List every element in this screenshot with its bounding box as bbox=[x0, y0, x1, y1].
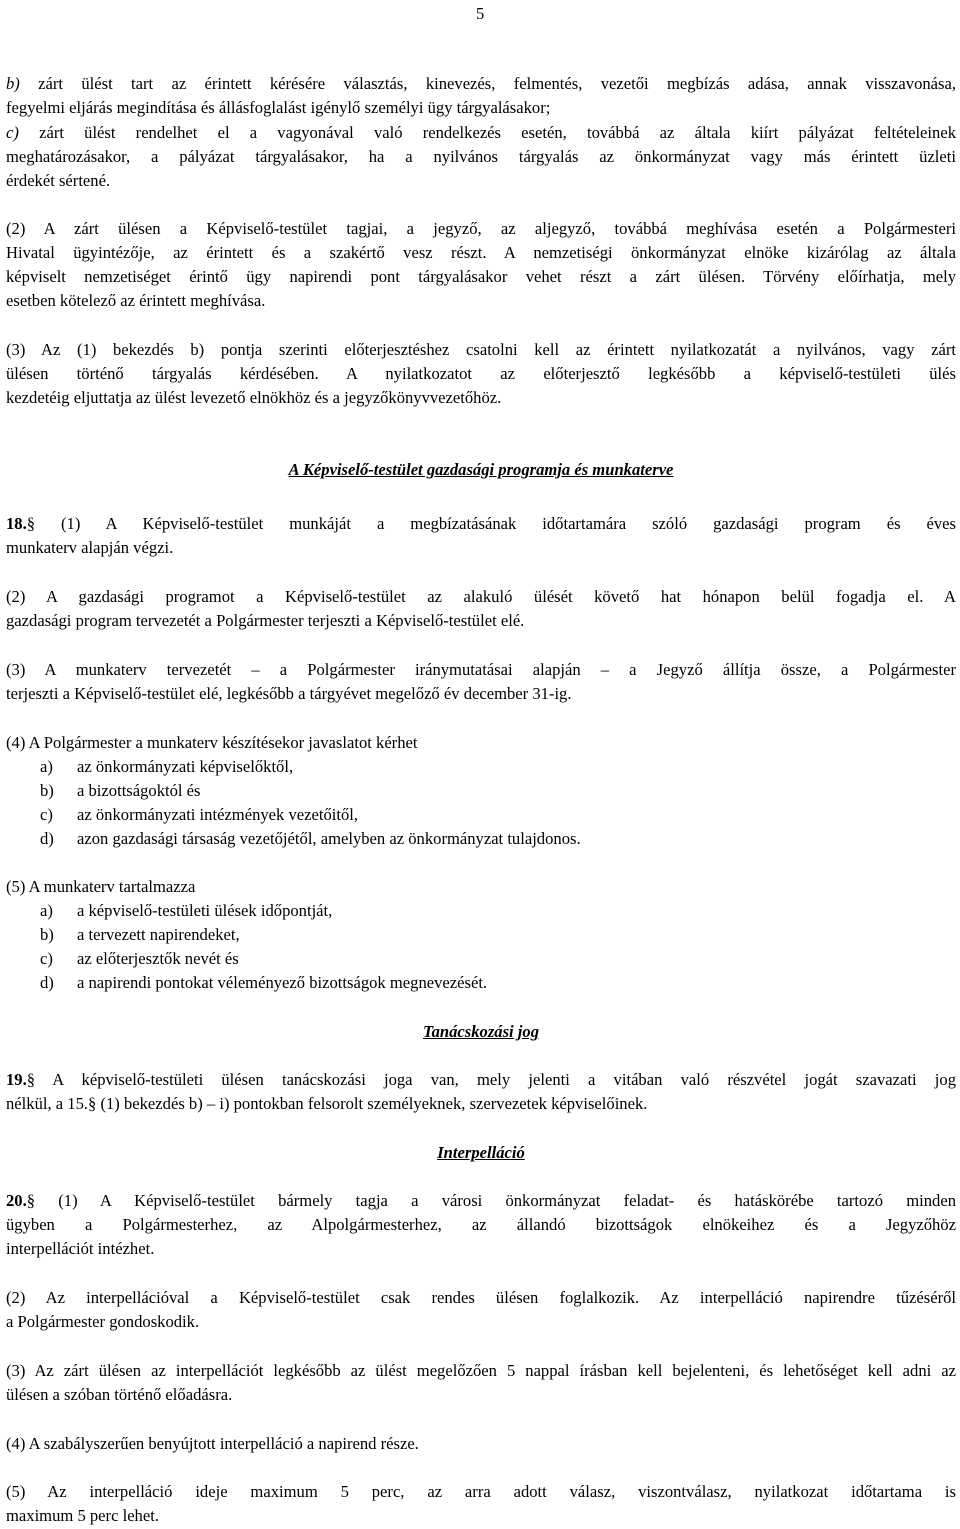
paragraph-17-3 bbox=[6, 338, 956, 410]
text-line bbox=[6, 512, 956, 536]
text-line: érdekét sértené. bbox=[6, 171, 111, 190]
list-item bbox=[6, 899, 332, 923]
section-sign: § bbox=[26, 514, 36, 533]
list-letter: b) bbox=[40, 925, 54, 944]
text-line: (3) Az zárt ülésen az interpellációt legkésőbb az ülést megelőzően 5 nappal írásban kell bejelenteni, és lehetőséget kell adni az bbox=[6, 1361, 956, 1380]
section-sign: § bbox=[88, 1094, 97, 1113]
text-line: Hivatal ügyintézője, az érintett és a szakértő vesz részt. A nemzetiségi önkormányzat elnöke kizárólag az általa bbox=[6, 243, 956, 262]
list-item bbox=[6, 827, 581, 851]
paragraph-18-4-intro: (4) A Polgármester a munkaterv készítésekor javaslatot kérhet bbox=[6, 733, 418, 752]
paragraph-20-1 bbox=[6, 1189, 956, 1261]
paragraph-18-2 bbox=[6, 585, 956, 633]
list-text: azon gazdasági társaság vezetőjétől, amelyben az önkormányzat tulajdonos. bbox=[77, 829, 581, 848]
list-letter: b) bbox=[40, 781, 54, 800]
text-line bbox=[6, 1092, 956, 1116]
text-line: terjeszti a Képviselő-testület elé, legkésőbb a tárgyévet megelőző év december 31-ig. bbox=[6, 684, 572, 703]
text-line: munkaterv alapján végzi. bbox=[6, 538, 174, 557]
text-line: képviselt nemzetiséget érintő ügy napirendi pont tárgyalásakor vehet részt a zárt ülésen. Törvény előírhatja, mely bbox=[6, 267, 956, 286]
paragraph-17-2 bbox=[6, 217, 956, 313]
section-number: 18. bbox=[6, 514, 27, 533]
paragraph-20-3 bbox=[6, 1359, 956, 1407]
text-line: gazdasági program tervezetét a Polgármester terjeszti a Képviselő-testület elé. bbox=[6, 611, 525, 630]
text-line: esetben kötelező az érintett meghívása. bbox=[6, 291, 266, 310]
text-line: meghatározásakor, a pályázat tárgyalásakor, ha a nyilvános tárgyalás az önkormányzat vagy más érintett üzleti bbox=[6, 147, 956, 166]
list-letter: d) bbox=[40, 973, 54, 992]
text-line: ülésen a szóban történő előadásra. bbox=[6, 1385, 233, 1404]
text-line: fegyelmi eljárás megindítása és állásfoglalást igénylő személyi ügy tárgyalásakor; bbox=[6, 98, 551, 117]
paragraph-20-2 bbox=[6, 1286, 956, 1334]
list-text: az önkormányzati képviselőktől, bbox=[77, 757, 294, 776]
list-letter: c) bbox=[40, 805, 53, 824]
text-line bbox=[6, 1068, 956, 1092]
list-text: a bizottságoktól és bbox=[77, 781, 201, 800]
list-item bbox=[6, 803, 358, 827]
text-line: (2) A zárt ülésen a Képviselő-testület tagjai, a jegyző, az aljegyző, továbbá meghívása esetén a Polgármesteri bbox=[6, 219, 956, 238]
line-text: A képviselő-testületi ülésen tanácskozási joga van, mely jelenti a vitában való részvétel jogát szavazati jog bbox=[35, 1070, 956, 1089]
section-number: 20. bbox=[6, 1191, 27, 1210]
text-line: (2) A gazdasági programot a Képviselő-testület az alakuló ülését követő hat hónapon belül fogadja el. A bbox=[6, 587, 956, 606]
text-line bbox=[6, 1189, 956, 1213]
text-line: c) zárt ülést rendelhet el a vagyonával való rendelkezés esetén, továbbá az általa kiírt pályázat feltételeinek bbox=[6, 123, 956, 142]
text-line: b) zárt ülést tart az érintett kérésére választás, kinevezés, felmentés, vezetői megbízás adása, annak visszavonása, bbox=[6, 74, 956, 93]
list-letter: c) bbox=[40, 949, 53, 968]
list-text: az önkormányzati intézmények vezetőitől, bbox=[77, 805, 359, 824]
paragraph-19 bbox=[6, 1068, 956, 1116]
line-text: zárt ülést rendelhet el a vagyonával való rendelkezés esetén, továbbá az általa kiírt pályázat feltételeinek bbox=[39, 123, 956, 142]
line-text: zárt ülést tart az érintett kérésére választás, kinevezés, felmentés, vezetői megbízás adása, annak visszavonása, bbox=[38, 74, 956, 93]
text-line: (5) Az interpelláció ideje maximum 5 perc, az arra adott válasz, viszontválasz, nyilatkozat időtartama is bbox=[6, 1482, 956, 1501]
paragraph-18-3 bbox=[6, 658, 956, 706]
text-line: ülésen történő tárgyalás kérdésében. A nyilatkozatot az előterjesztő legkésőbb a képviselő-testületi ülés bbox=[6, 364, 956, 383]
paragraph-20-5 bbox=[6, 1480, 956, 1528]
section-sign: § bbox=[26, 1191, 36, 1210]
list-item bbox=[6, 755, 293, 779]
text-line: kezdetéig eljuttatja az ülést levezető elnökhöz és a jegyzőkönyvvezetőhöz. bbox=[6, 388, 502, 407]
list-item bbox=[6, 971, 487, 995]
line-text: (1) A Képviselő-testület munkáját a megbízatásának időtartamára szóló gazdasági program és éves bbox=[35, 514, 956, 533]
paragraph-17-1-c bbox=[6, 121, 956, 193]
line-text: nélkül, a 15.§ (1) bekezdés b) – i) pontokban felsorolt személyeknek, szervezetek képviselőinek. bbox=[6, 1094, 648, 1113]
section-heading-program: A Képviselő-testület gazdasági programja és munkaterve bbox=[288, 460, 674, 479]
text-line: ügyben a Polgármesterhez, az Alpolgármesterhez, az állandó bizottságok elnökeihez és a Jegyzőhöz bbox=[6, 1215, 956, 1234]
list-letter: d) bbox=[40, 829, 54, 848]
text-line: a Polgármester gondoskodik. bbox=[6, 1312, 200, 1331]
text-line: (2) Az interpellációval a Képviselő-testület csak rendes ülésen foglalkozik. Az interpelláció napirendre tűzéséről bbox=[6, 1288, 956, 1307]
list-letter: a) bbox=[40, 757, 53, 776]
page-number: 5 bbox=[476, 4, 485, 23]
list-item bbox=[6, 923, 240, 947]
list-item bbox=[6, 779, 201, 803]
section-number: 19. bbox=[6, 1070, 27, 1089]
list-text: a képviselő-testületi ülések időpontját, bbox=[77, 901, 333, 920]
text-line: interpellációt intézhet. bbox=[6, 1239, 155, 1258]
paragraph-17-1-b bbox=[6, 72, 956, 120]
list-text: a napirendi pontokat véleményező bizottságok megnevezését. bbox=[77, 973, 488, 992]
section-sign: § bbox=[26, 1070, 36, 1089]
paragraph-18-5-intro: (5) A munkaterv tartalmazza bbox=[6, 877, 196, 896]
list-text: a tervezett napirendeket, bbox=[77, 925, 240, 944]
list-item bbox=[6, 947, 239, 971]
paragraph-20-4: (4) A szabályszerűen benyújtott interpelláció a napirend része. bbox=[6, 1434, 419, 1453]
text-line: (3) Az (1) bekezdés b) pontja szerinti előterjesztéshez csatolni kell az érintett nyilatkozatát a nyilvános, vagy zárt bbox=[6, 340, 956, 359]
text-line: (3) A munkaterv tervezetét – a Polgármester iránymutatásai alapján – a Jegyző állítja össze, a Polgármester bbox=[6, 660, 956, 679]
list-text: az előterjesztők nevét és bbox=[77, 949, 239, 968]
section-heading-interpellation: Interpelláció bbox=[437, 1143, 525, 1162]
section-heading-advisory: Tanácskozási jog bbox=[422, 1022, 540, 1041]
line-text: (1) A Képviselő-testület bármely tagja a városi önkormányzat feladat- és hatáskörébe tartozó minden bbox=[35, 1191, 956, 1210]
text-line: maximum 5 perc lehet. bbox=[6, 1506, 159, 1525]
paragraph-18-1 bbox=[6, 512, 956, 560]
list-letter: a) bbox=[40, 901, 53, 920]
